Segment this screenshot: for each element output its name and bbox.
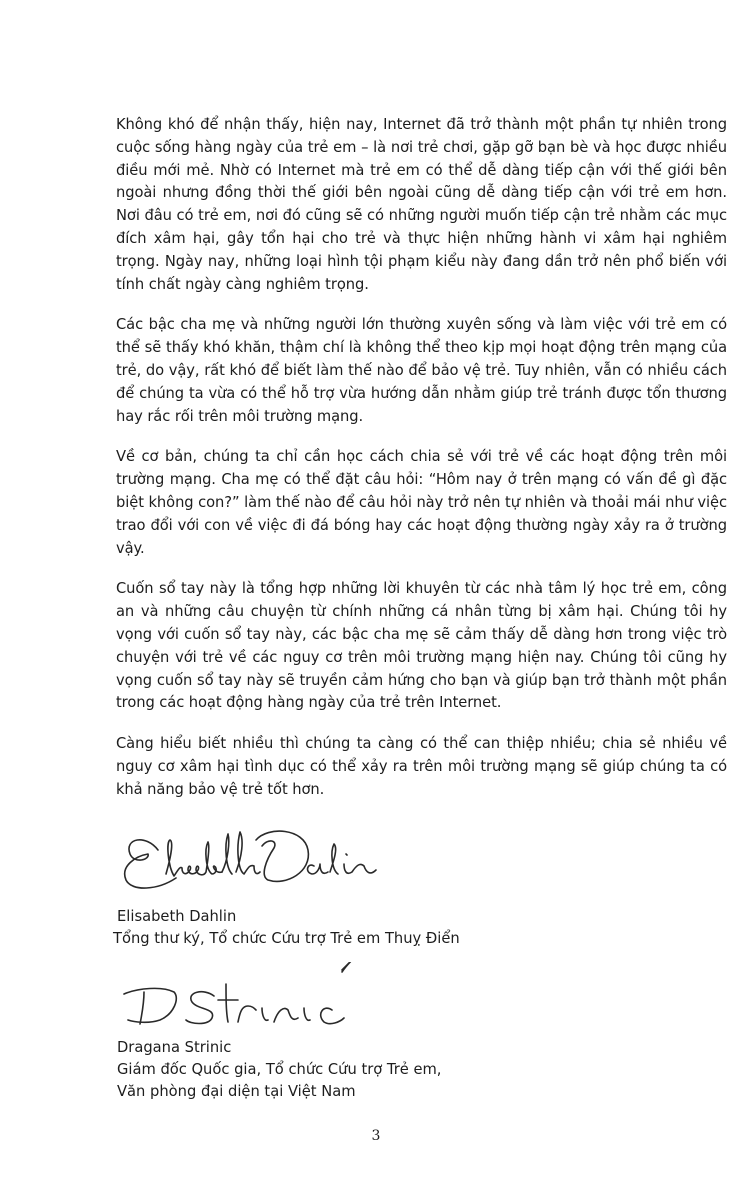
page-number: 3 bbox=[371, 1128, 381, 1144]
signatory-title-line-2: Văn phòng đại diện tại Việt Nam bbox=[117, 1083, 356, 1100]
signatory-block-2 bbox=[113, 1037, 441, 1103]
signature-elisabeth-dahlin bbox=[118, 820, 388, 900]
signature-dragana-strinic bbox=[118, 962, 368, 1034]
paragraph-2: Các bậc cha mẹ và những người lớn thường xuyên sống và làm việc với trẻ em có thể sẽ thấy khó khăn, thậm chí là không thể theo kịp mọi hoạt động trên mạng của trẻ, do vậy, rất khó để biết làm thế nào để bảo vệ trẻ. Tuy nhiên, vẫn có nhiều cách để chúng ta vừa có thể hỗ trợ vừa hướng dẫn nhằm giúp trẻ tránh được tổn thương hay rắc rối trên môi trường mạng. bbox=[116, 316, 727, 425]
paragraph-1: Không khó để nhận thấy, hiện nay, Internet đã trở thành một phần tự nhiên trong cuộc sống hàng ngày của trẻ em – là nơi trẻ chơi, gặp gỡ bạn bè và học được nhiều điều mới mẻ. Nhờ có Internet mà trẻ em có thể dễ dàng tiếp cận với thế giới bên ngoài nhưng đồng thời thế giới bên ngoài cũng dễ dàng tiếp cận với trẻ em hơn. Nơi đâu có trẻ em, nơi đó cũng sẽ có những người muốn tiếp cận trẻ nhằm các mục đích xâm hại, gây tổn hại cho trẻ và thực hiện những hành vi xâm hại nghiêm trọng. Ngày nay, những loại hình tội phạm kiểu này đang dần trở nên phổ biến với tính chất ngày càng nghiêm trọng. bbox=[116, 116, 727, 293]
paragraph-5: Càng hiểu biết nhiều thì chúng ta càng có thể can thiệp nhiều; chia sẻ nhiều về nguy cơ xâm hại tình dục có thể xảy ra trên môi trường mạng sẽ giúp chúng ta có khả năng bảo vệ trẻ tốt hơn. bbox=[116, 735, 727, 798]
paragraph-3: Về cơ bản, chúng ta chỉ cần học cách chia sẻ với trẻ về các hoạt động trên môi trường mạng. Cha mẹ có thể đặt câu hỏi: “Hôm nay ở trên mạng có vấn đề gì đặc biệt không con?” làm thế nào để câu hỏi này trở nên tự nhiên và thoải mái như việc trao đổi với con về việc đi đá bóng hay các hoạt động thường ngày xảy ra ở trường vậy. bbox=[116, 448, 727, 557]
letter-body bbox=[116, 114, 727, 820]
paragraph-4: Cuốn sổ tay này là tổng hợp những lời khuyên từ các nhà tâm lý học trẻ em, công an và những câu chuyện từ chính những cá nhân từng bị xâm hại. Chúng tôi hy vọng với cuốn sổ tay này, các bậc cha mẹ sẽ cảm thấy dễ dàng hơn trong việc trò chuyện với trẻ về các nguy cơ trên môi trường mạng hiện nay. Chúng tôi cũng hy vọng cuốn sổ tay này sẽ truyền cảm hứng cho bạn và giúp bạn trở thành một phần trong các hoạt động hàng ngày của trẻ trên Internet. bbox=[116, 580, 727, 712]
signatory-title: Tổng thư ký, Tổ chức Cứu trợ Trẻ em Thuỵ Điển bbox=[113, 930, 460, 947]
signatory-name: Elisabeth Dahlin bbox=[117, 908, 237, 925]
signatory-title-line-1: Giám đốc Quốc gia, Tổ chức Cứu trợ Trẻ em, bbox=[117, 1061, 442, 1078]
signatory-name: Dragana Strinic bbox=[117, 1039, 232, 1056]
signatory-block-1 bbox=[113, 906, 460, 950]
